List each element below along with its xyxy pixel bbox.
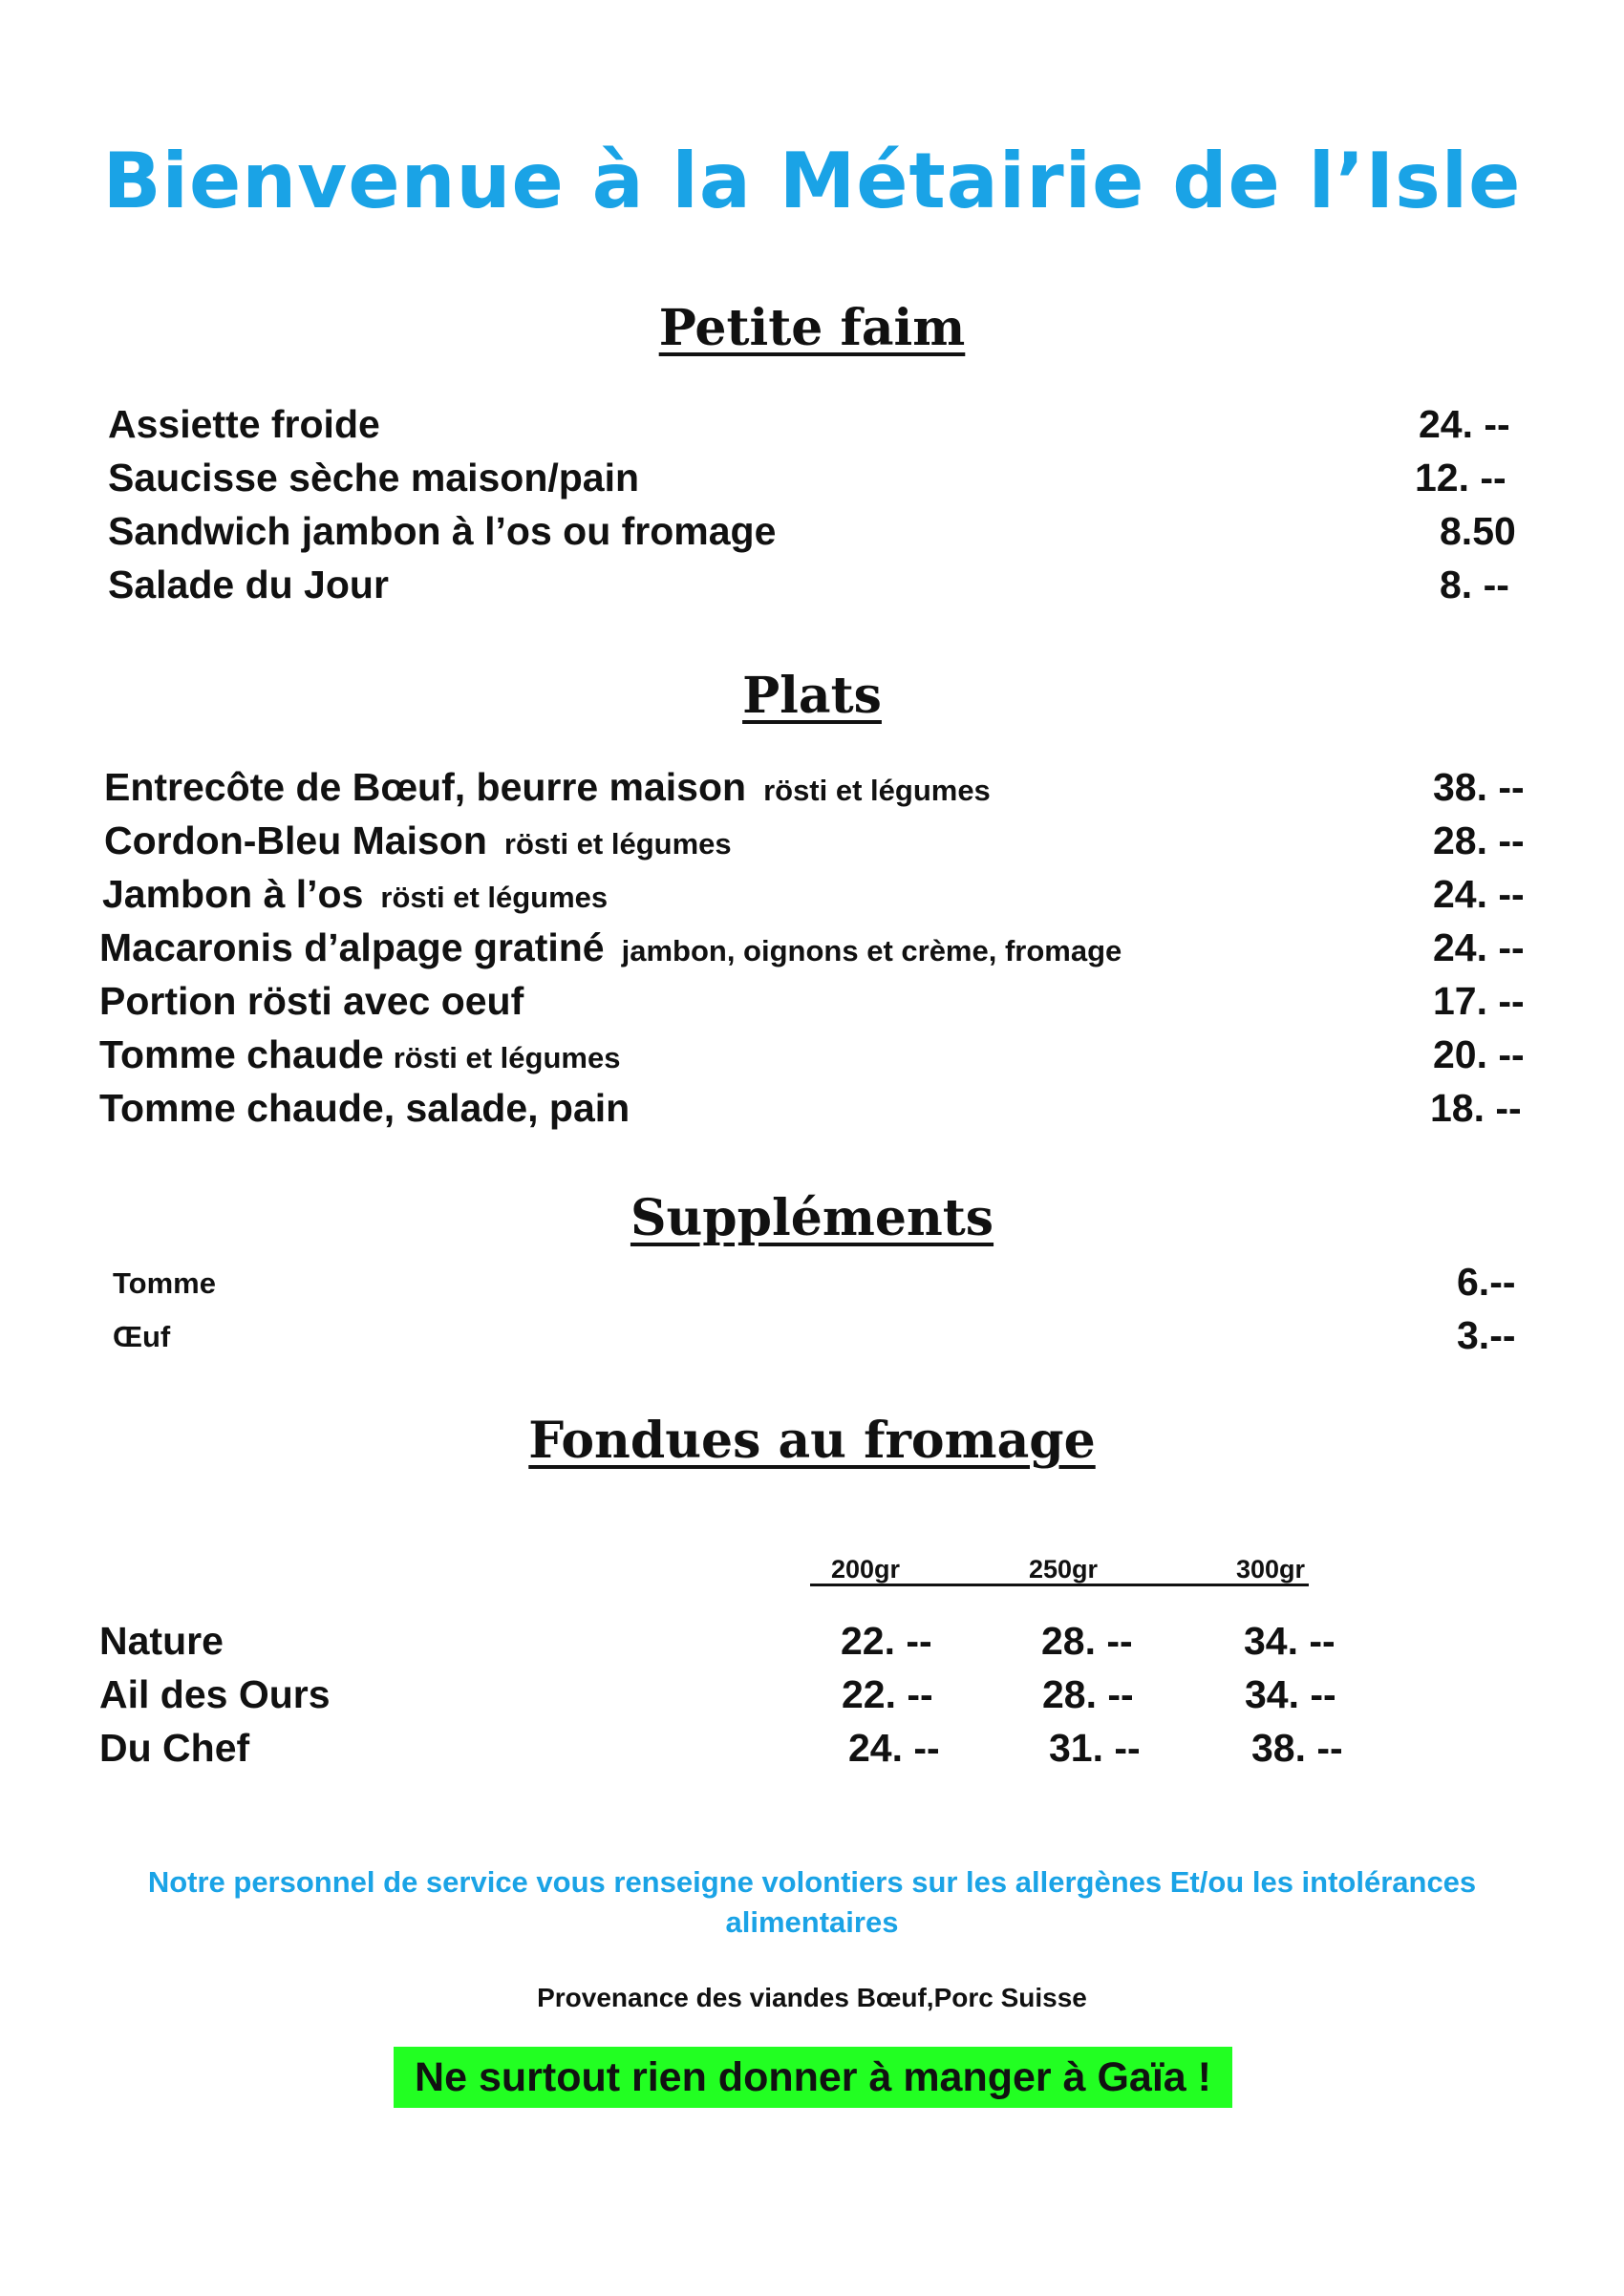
menu-item-price: 24. -- (1433, 925, 1525, 969)
warning-banner: Ne surtout rien donner à manger à Gaïa ! (394, 2047, 1232, 2108)
supplement-price: 3.-- (1457, 1313, 1516, 1357)
menu-item-price: 12. -- (1415, 456, 1506, 500)
menu-item-name: Assiette froide (108, 402, 380, 446)
menu-item-price: 28. -- (1433, 818, 1525, 862)
menu-item-name: Tomme chaude rösti et légumes (99, 1032, 621, 1076)
menu-item-name: Salade du Jour (108, 563, 389, 606)
menu-item-name: Entrecôte de Bœuf, beurre maison rösti et légumes (104, 765, 991, 809)
menu-item-price: 24. -- (1419, 402, 1510, 446)
menu-item-description: rösti et légumes (763, 774, 991, 807)
fondue-header-rule (810, 1584, 1309, 1586)
fondue-name: Nature (99, 1619, 224, 1663)
menu-item-name: Sandwich jambon à l’os ou fromage (108, 509, 777, 553)
menu-item-description: rösti et légumes (503, 827, 732, 861)
menu-item-name: Jambon à l’os rösti et légumes (102, 872, 609, 916)
allergen-note: Notre personnel de service vous renseigne volontiers sur les allergènes Et/ou les intolérances alimentaires (147, 1865, 1477, 1939)
menu-item-description: rösti et légumes (393, 1041, 621, 1074)
menu-item-price: 18. -- (1430, 1086, 1522, 1130)
menu-item-name: Macaronis d’alpage gratiné jambon, oignons et crème, fromage (99, 925, 1122, 969)
fondue-price: 22. -- (842, 1672, 933, 1716)
fondue-column-header: 250gr (1029, 1555, 1099, 1584)
fondue-price: 28. -- (1041, 1619, 1133, 1663)
page-title: Bienvenue à la Métairie de l’Isle (102, 137, 1522, 225)
menu-item-name: Cordon-Bleu Maison rösti et légumes (104, 818, 732, 862)
fondue-price: 34. -- (1245, 1672, 1336, 1716)
supplement-name: Tomme (113, 1266, 216, 1300)
menu-item-price: 8.50 (1440, 509, 1516, 553)
menu-item-description: rösti et légumes (380, 881, 609, 914)
fondue-column-header: 300gr (1236, 1555, 1306, 1584)
fondue-price: 31. -- (1049, 1726, 1141, 1770)
fondue-price: 38. -- (1251, 1726, 1343, 1770)
fondue-price: 22. -- (841, 1619, 932, 1663)
menu-item-name: Tomme chaude, salade, pain (99, 1086, 630, 1130)
menu-item-price: 8. -- (1440, 563, 1509, 606)
supplement-name: Œuf (113, 1320, 171, 1353)
menu-item-price: 24. -- (1433, 872, 1525, 916)
meat-origin-note: Provenance des viandes Bœuf,Porc Suisse (537, 1983, 1087, 2012)
fondue-price: 28. -- (1042, 1672, 1134, 1716)
section-heading-petite-faim: Petite faim (658, 299, 966, 357)
fondue-column-header: 200gr (831, 1555, 901, 1584)
menu-item-price: 38. -- (1433, 765, 1525, 809)
menu-item-name: Saucisse sèche maison/pain (108, 456, 640, 500)
section-heading-fondues: Fondues au fromage (528, 1412, 1096, 1470)
section-heading-supplements: Suppléments (630, 1189, 994, 1247)
menu-item-description: jambon, oignons et crème, fromage (621, 934, 1122, 967)
menu-item-price: 17. -- (1433, 979, 1525, 1023)
section-heading-plats: Plats (742, 667, 882, 725)
supplement-price: 6.-- (1457, 1260, 1516, 1304)
fondue-price: 24. -- (848, 1726, 940, 1770)
menu-item-price: 20. -- (1433, 1032, 1525, 1076)
fondue-price: 34. -- (1244, 1619, 1336, 1663)
fondue-name: Ail des Ours (99, 1672, 331, 1716)
menu-item-name: Portion rösti avec oeuf (99, 979, 524, 1023)
fondue-name: Du Chef (99, 1726, 250, 1770)
